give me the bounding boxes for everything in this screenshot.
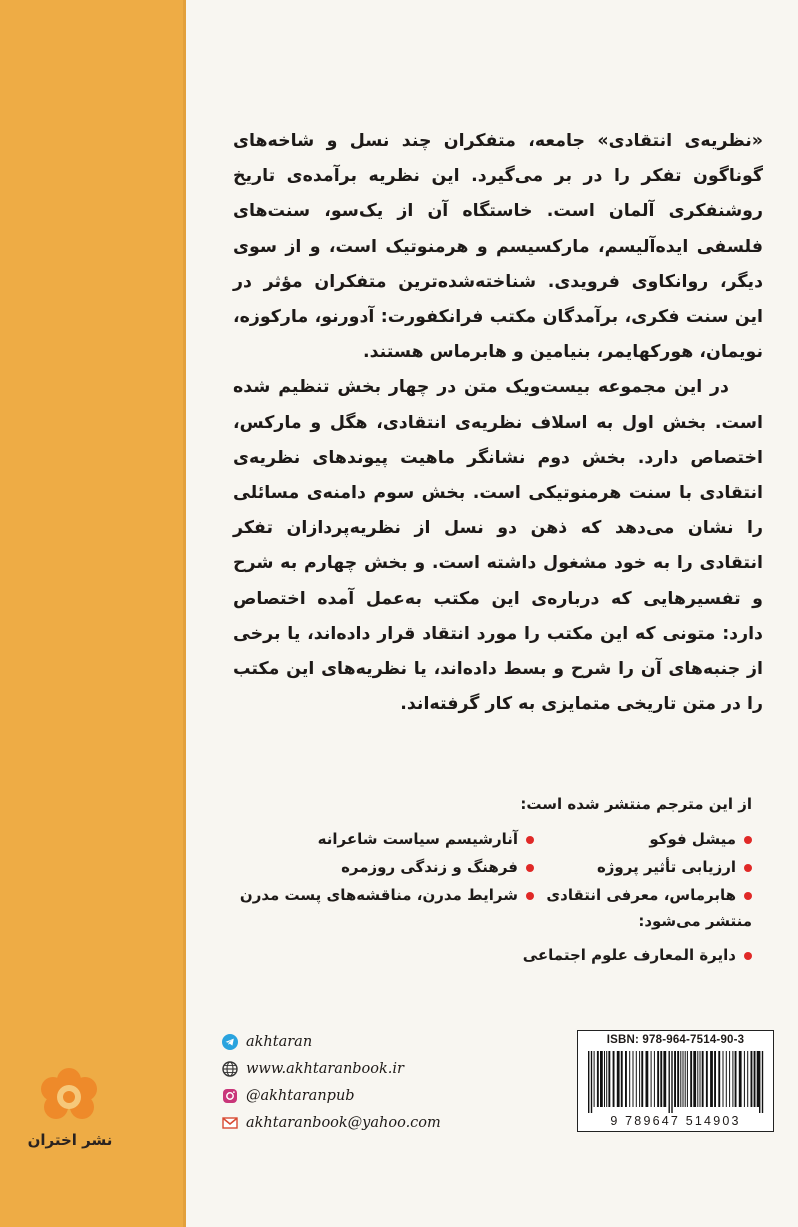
- barcode-bar: [687, 1051, 688, 1107]
- publisher-logo: [36, 1058, 102, 1128]
- list-item: [542, 828, 752, 851]
- barcode-bar: [685, 1051, 686, 1107]
- barcode-bar: [608, 1051, 610, 1107]
- bullet-icon: [744, 892, 752, 900]
- barcode-bar: [747, 1051, 748, 1107]
- barcode-bar: [594, 1051, 595, 1107]
- barcode-bar: [639, 1051, 640, 1107]
- forthcoming-heading: منتشر می‌شود:: [638, 912, 752, 930]
- book-title: دایرة المعارف علوم اجتماعی: [522, 946, 736, 964]
- instagram-row[interactable]: [222, 1084, 482, 1107]
- barcode-bar: [646, 1051, 649, 1107]
- globe-icon: [222, 1061, 238, 1077]
- publisher-name: نشر اختران: [27, 1131, 113, 1149]
- barcode-bar: [700, 1051, 701, 1107]
- barcode-bar: [683, 1051, 684, 1107]
- bullet-icon: [744, 836, 752, 844]
- back-cover-description: [233, 124, 763, 722]
- barcode-bar: [759, 1051, 760, 1113]
- book-title: ارزیابی تأثیر پروژه: [596, 858, 736, 876]
- barcode-bar: [613, 1051, 615, 1107]
- barcode-bars: [586, 1051, 766, 1113]
- barcode-bar: [591, 1051, 592, 1113]
- barcode-bar: [657, 1051, 659, 1107]
- bullet-icon: [526, 864, 534, 872]
- barcode-bar: [636, 1051, 637, 1107]
- telegram-icon: [222, 1034, 238, 1050]
- barcode-bar: [714, 1051, 716, 1107]
- book-title: فرهنگ و زندگی روزمره: [341, 858, 518, 876]
- barcode-bar: [726, 1051, 727, 1107]
- barcode-bar: [718, 1051, 720, 1107]
- barcode-bar: [693, 1051, 696, 1107]
- barcode-bar: [660, 1051, 662, 1107]
- forthcoming-books-list: [232, 944, 752, 967]
- barcode-bar: [671, 1051, 672, 1113]
- instagram-icon: [222, 1088, 238, 1104]
- barcode-bar: [629, 1051, 630, 1107]
- barcode-bar: [600, 1051, 603, 1107]
- telegram-row[interactable]: [222, 1030, 482, 1053]
- barcode-bar: [744, 1051, 745, 1107]
- barcode-bar: [702, 1051, 704, 1107]
- book-title: میشل فوکو: [649, 830, 736, 848]
- barcode-bar: [674, 1051, 676, 1107]
- bullet-icon: [526, 836, 534, 844]
- barcode-bar: [625, 1051, 627, 1107]
- book-title: هابرماس، معرفی انتقادی: [546, 886, 736, 904]
- website-row[interactable]: [222, 1057, 482, 1080]
- barcode-bar: [663, 1051, 666, 1107]
- email-address: akhtaranbook@yahoo.com: [246, 1114, 441, 1131]
- barcode-bar: [735, 1051, 737, 1107]
- list-item: [542, 884, 752, 907]
- bullet-icon: [744, 952, 752, 960]
- isbn-label: ISBN: 978-964-7514-90-3: [606, 1034, 745, 1046]
- barcode-digits: 9 789647 514903: [610, 1114, 741, 1128]
- barcode-bar: [690, 1051, 692, 1107]
- list-item: [542, 856, 752, 879]
- barcode-bar: [651, 1051, 652, 1107]
- bullet-icon: [744, 864, 752, 872]
- description-paragraph-2: در این مجموعه بیست‌ویک متن در چهار بخش تنظیم شده است. بخش اول به اسلاف نظریه‌ی انتقادی، هگل و مارکس، اختصاص دارد. بخش دوم نشانگر ماهیت پیوندهای نظریه‌ی انتقادی با سنت هرمنوتیکی است. بخش سوم دامنه‌ی مسائلی را نشان می‌دهد که ذهن دو نسل از نظریه‌پردازان تفکر انتقادی را به خود مشغول داشته است. و بخش چهارم به شرح و تفسیرهایی که درباره‌ی این مکتب به‌عمل آمده اختصاص دارد: متونی که این مکتب را مورد انتقاد قرار داده‌اند، یا برخی از جنبه‌های آن را شرح و بسط داده‌اند، یا نظریه‌های این مکتب را در متن تاریخی متمایزی به کار گرفته‌اند.: [233, 377, 763, 715]
- list-item: [234, 828, 534, 851]
- contact-info: [222, 1030, 482, 1138]
- published-books-list: [232, 828, 752, 907]
- barcode-bar: [633, 1051, 634, 1107]
- barcode-bar: [606, 1051, 607, 1107]
- barcode-bar: [706, 1051, 708, 1107]
- barcode-bar: [697, 1051, 698, 1107]
- list-item: [234, 856, 534, 879]
- telegram-handle: akhtaran: [246, 1033, 313, 1050]
- barcode-bar: [588, 1051, 589, 1113]
- barcode-bar: [617, 1051, 620, 1107]
- barcode-bar: [729, 1051, 730, 1107]
- barcode-bar: [723, 1051, 724, 1107]
- barcode-bar: [597, 1051, 599, 1107]
- email-row[interactable]: [222, 1111, 482, 1134]
- barcode-bar: [677, 1051, 679, 1107]
- barcode-bar: [762, 1051, 763, 1113]
- barcode-bar: [669, 1051, 670, 1113]
- bullet-icon: [526, 892, 534, 900]
- barcode-bar: [680, 1051, 681, 1107]
- left-color-band: [0, 0, 186, 1227]
- description-paragraph-1: «نظریه‌ی انتقادی» جامعه، متفکران چند نسل و شاخه‌های گوناگون تفکر را در بر می‌گیرد. این نظریه برآمده‌ی تاریخ روشنفکری آلمان است. خاستگاه آن از یک‌سو، سنت‌های فلسفی ایده‌آلیسم، مارکسیسم و هرمنوتیک است، و از سوی دیگر، روانکاوی فرویدی. شناخته‌شده‌ترین متفکران مؤثر در این سنت فکری، برآمدگان مکتب فرانکفورت: آدورنو، مارکوزه، نویمان، هورکهایمر، بنیامین و هابرماس هستند.: [233, 131, 763, 363]
- book-title: آنارشیسم سیاست شاعرانه: [317, 830, 518, 848]
- published-heading: از این مترجم منتشر شده است:: [520, 795, 752, 813]
- isbn-barcode: [577, 1030, 774, 1132]
- barcode-bar: [732, 1051, 733, 1107]
- barcode-bar: [604, 1051, 605, 1107]
- barcode-bar: [621, 1051, 623, 1107]
- barcode-bar: [751, 1051, 753, 1107]
- barcode-bar: [739, 1051, 742, 1107]
- barcode-bar: [641, 1051, 643, 1107]
- email-icon: [222, 1115, 238, 1131]
- barcode-bar: [654, 1051, 655, 1107]
- list-item: [522, 944, 752, 967]
- website-url: www.akhtaranbook.ir: [246, 1060, 404, 1077]
- book-title: شرایط مدرن، مناقشه‌های پست مدرن: [239, 886, 518, 904]
- barcode-bar: [710, 1051, 713, 1107]
- list-item: [234, 884, 534, 907]
- barcode-bar: [754, 1051, 756, 1107]
- instagram-handle: @akhtaranpub: [246, 1087, 355, 1104]
